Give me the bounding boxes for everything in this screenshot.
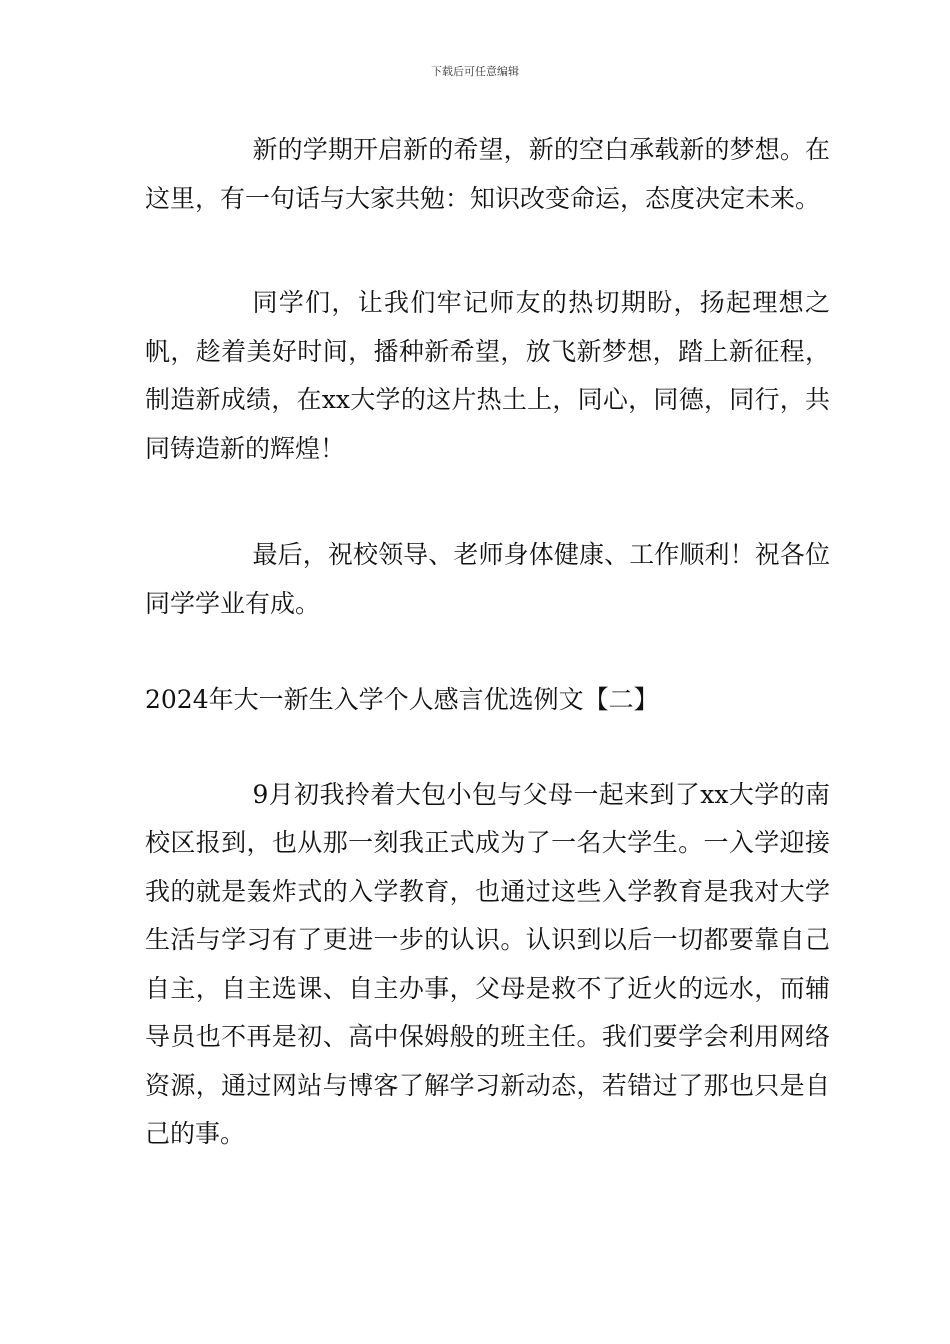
paragraph-closing-wishes: 最后，祝校领导、老师身体健康、工作顺利！祝各位同学学业有成。 — [145, 540, 830, 618]
document-body — [145, 126, 830, 1159]
paragraph-enrollment-story: 9月初我拎着大包小包与父母一起来到了xx大学的南校区报到，也从那一刻我正式成为了一名大学生。一入学迎接我的就是轰炸式的入学教育，也通过这些入学教育是我对大学生活与学习有了更进一步的认识。认识到以后一切都要靠自己自主，自主选课、自主办事，父母是救不了近火的远水，而辅导员也不再是初、高中保姆般的班主任。我们要学会利用网络资源，通过网站与博客了解学习新动态，若错过了那也只是自己的事。 — [145, 779, 830, 1148]
section-heading: 2024年大一新生入学个人感言优选例文【二】 — [145, 685, 659, 714]
paragraph-classmates: 同学们，让我们牢记师友的热切期盼，扬起理想之帆，趁着美好时间，播种新希望，放飞新梦想，踏上新征程，制造新成绩，在xx大学的这片热土上，同心，同德，同行，共同铸造新的辉煌！ — [145, 288, 830, 463]
paragraph-new-semester: 新的学期开启新的希望，新的空白承载新的梦想。在这里，有一句话与大家共勉：知识改变命运，态度决定未来。 — [145, 135, 830, 213]
header-note: 下载后可任意编辑 — [431, 65, 519, 78]
